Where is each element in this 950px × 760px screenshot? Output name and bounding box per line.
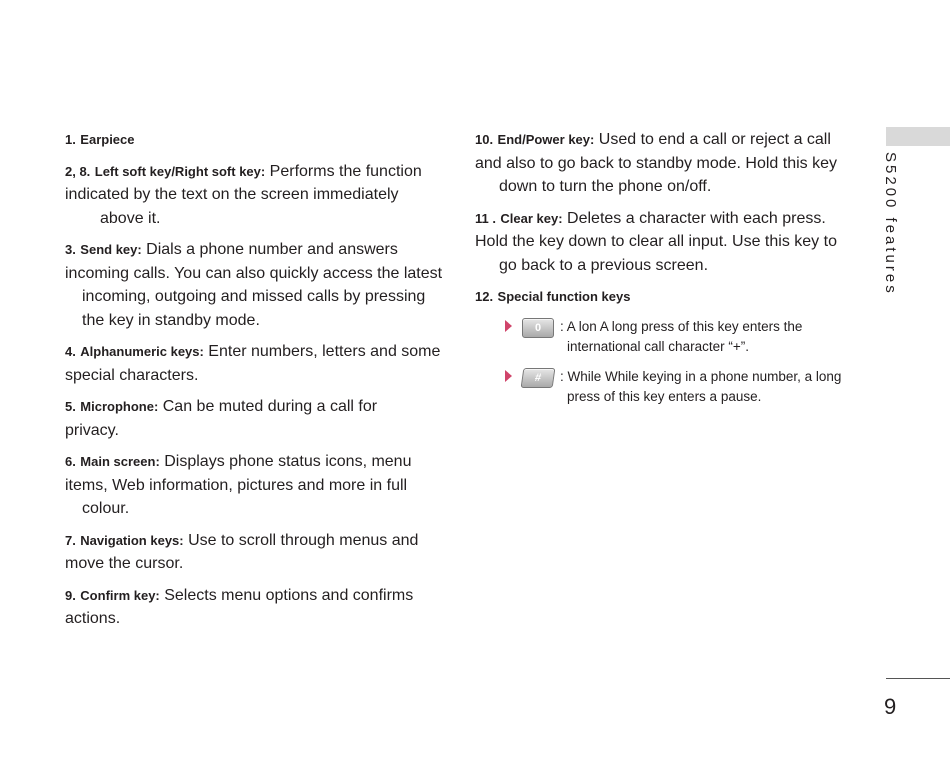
- item-text: Enter numbers, letters and some: [208, 343, 441, 360]
- special-key-description: : A lon A long press of this key enters the: [560, 318, 803, 334]
- special-key-description: : While While keying in a phone number, a long: [560, 368, 842, 384]
- item-continuation: privacy.: [65, 421, 119, 439]
- section-tab-bar: [886, 127, 950, 146]
- item-send-key: [65, 238, 445, 332]
- item-label: Earpiece: [80, 132, 135, 147]
- item-number: 12.: [475, 289, 494, 304]
- item-number: 1.: [65, 132, 76, 147]
- item-confirm-key: [65, 584, 445, 631]
- hash-pause-key-icon: #: [521, 368, 556, 388]
- item-number: 7.: [65, 532, 76, 548]
- item-text: Deletes a character with each press.: [567, 209, 826, 227]
- item-label: Alphanumeric keys:: [80, 344, 204, 359]
- item-label: Microphone:: [80, 399, 159, 414]
- item-main-screen: [65, 450, 445, 521]
- special-key-item: [505, 367, 855, 407]
- section-label: S5200 features: [882, 152, 899, 296]
- item-number: 11 .: [475, 210, 496, 226]
- special-key-continuation: press of this key enters a pause.: [567, 388, 762, 404]
- item-microphone: [65, 395, 445, 442]
- item-navigation-keys: [65, 529, 445, 576]
- item-soft-keys: [65, 160, 445, 231]
- item-text: Displays phone status icons, menu: [164, 453, 412, 470]
- right-column: [475, 128, 855, 417]
- item-continuation: Hold the key down to clear all input. Use this key to go back to a previous screen.: [475, 233, 837, 274]
- item-clear-key: [475, 207, 855, 278]
- special-key-item: [505, 317, 855, 357]
- item-label: Main screen:: [80, 454, 160, 469]
- item-text: Used to end a call or reject a call: [598, 131, 831, 148]
- item-number: 3.: [65, 242, 76, 257]
- item-continuation: incoming calls. You can also quickly access the latest incoming, outgoing and missed calls by pressing the key in standby mode.: [65, 264, 443, 329]
- item-number: 9.: [65, 587, 76, 603]
- zero-plus-key-icon: 0: [522, 318, 554, 338]
- item-continuation: move the cursor.: [65, 555, 184, 572]
- item-text: Performs the function: [269, 162, 422, 180]
- special-key-continuation: international call character “+”.: [567, 338, 749, 354]
- item-text: Dials a phone number and answers: [146, 241, 398, 258]
- item-continuation: indicated by the text on the screen immediately above it.: [65, 186, 399, 227]
- item-text: Selects menu options and confirms: [164, 586, 414, 604]
- item-label: Send key:: [80, 242, 142, 257]
- item-number: 2, 8.: [65, 163, 91, 179]
- special-key-text: [560, 317, 802, 357]
- left-column: [65, 128, 445, 639]
- bullet-arrow-icon: [505, 320, 512, 332]
- item-text: Can be muted during a call for: [162, 398, 378, 415]
- item-number: 6.: [65, 454, 76, 469]
- item-text: Use to scroll through menus and: [188, 531, 419, 549]
- item-continuation: items, Web information, pictures and more in full colour.: [65, 476, 408, 517]
- item-label: End/Power key:: [497, 132, 595, 147]
- item-continuation: and also to go back to standby mode. Hold this key down to turn the phone on/off.: [475, 154, 837, 195]
- item-special-function-keys: [475, 285, 855, 309]
- item-earpiece: [65, 128, 445, 152]
- special-key-text: [560, 367, 841, 407]
- page-number-rule: [886, 678, 950, 679]
- item-alphanumeric-keys: [65, 340, 445, 387]
- item-label: Confirm key:: [80, 587, 160, 603]
- item-end-power-key: [475, 128, 855, 199]
- item-number: 10.: [475, 132, 494, 147]
- item-continuation: actions.: [65, 610, 121, 627]
- item-label: Navigation keys:: [80, 532, 184, 548]
- bullet-arrow-icon: [505, 370, 512, 382]
- item-number: 5.: [65, 399, 76, 414]
- item-label: Special function keys: [497, 289, 631, 304]
- page-number: 9: [884, 694, 897, 719]
- special-keys-list: [505, 317, 855, 407]
- item-continuation: special characters.: [65, 366, 199, 384]
- item-number: 4.: [65, 344, 76, 359]
- item-label: Clear key:: [500, 210, 563, 226]
- item-label: Left soft key/Right soft key:: [94, 163, 266, 179]
